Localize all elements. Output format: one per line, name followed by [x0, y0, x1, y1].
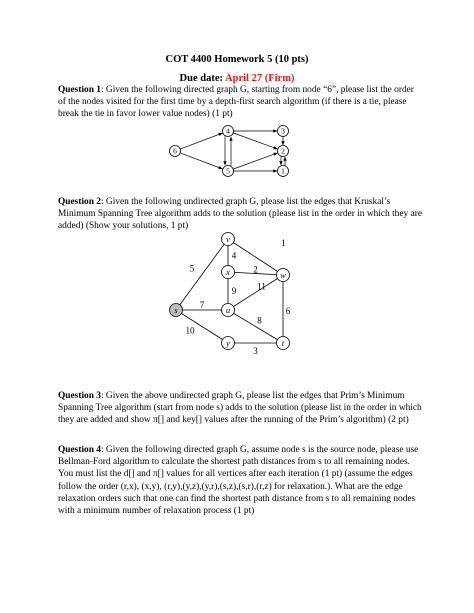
- node-label-w: w: [280, 269, 286, 280]
- question-4-text: : Given the following directed graph G, assume node s is the source node, please use Bellman-Ford algorithm to calculate the shortest path distances from s to all remaining nodes. You must list the d[] and π[] values for all vertices after each iteration (1 pt) (assume the edges follow the order (r,x), (x,y), (r,y),(y,z),(y,r),(s,z),(s,r),(r,z) for relaxation.). What are the edge relaxation orders such that one can find the shortest path distance from s to all remaining nodes with a minimum number of relaxation process (1 pt): [58, 445, 419, 517]
- edge-weight-y-t: 3: [253, 346, 258, 356]
- question-3-text: : Given the above undirected graph G, please list the edges that Prim’s Minimum Spanning Tree algorithm (start from node s) adds to the solution (please list in the order in which they are added and show π[] and key[] values after the running of the Prim’s algorithm) (2 pt): [58, 391, 422, 426]
- question-4-label: Question 4: [58, 445, 101, 455]
- question-3-label: Question 3: [58, 391, 101, 401]
- page-title: COT 4400 Homework 5 (10 pts): [165, 54, 309, 65]
- node-v: [222, 233, 235, 246]
- edge-weight-s-v: 5: [189, 263, 195, 274]
- edge-weight-x-u: 9: [231, 286, 237, 296]
- node-s: [170, 304, 183, 317]
- node-label-t: t: [281, 337, 285, 348]
- node-w: [277, 269, 290, 282]
- node-label-y: y: [226, 337, 230, 348]
- edge-weight-u-w: 11: [257, 281, 266, 292]
- node-y: [222, 337, 235, 350]
- edge-weight-w-t: 6: [285, 306, 291, 316]
- edge-weight-v-w: 1: [281, 238, 286, 248]
- due-date: April 27 (Firm): [225, 73, 295, 84]
- question-2-label: Question 2: [58, 197, 101, 207]
- edge-weight-x-w: 2: [253, 264, 258, 275]
- node-label-1: 1: [281, 166, 285, 176]
- node-label-x: x: [226, 266, 230, 277]
- edge-weight-s-u: 7: [199, 300, 205, 310]
- node-t: [277, 337, 290, 350]
- edge-u-w: [228, 275, 283, 310]
- node-label-4: 4: [226, 126, 230, 136]
- due-label: Due date:: [179, 73, 223, 84]
- node-label-v: v: [226, 233, 230, 244]
- question-1-label: Question 1: [58, 85, 101, 95]
- edge-u-t: [228, 310, 283, 343]
- node-label-s: s: [174, 304, 178, 315]
- edge-weight-v-x: 4: [231, 250, 237, 261]
- node-label-6: 6: [173, 146, 177, 156]
- question-2-text: : Given the following undirected graph G, please list the edges that Kruskal’s Minimum Spanning Tree algorithm adds to the solution (please list in the order in which they are added) (Show your solutions, 1 pt): [58, 197, 423, 232]
- node-label-5: 5: [226, 166, 230, 176]
- node-label-3: 3: [281, 126, 285, 136]
- edge-weight-u-t: 8: [257, 315, 262, 326]
- node-label-u: u: [225, 304, 231, 315]
- node-label-2: 2: [281, 146, 285, 156]
- question-1-text: : Given the following directed graph G, starting from node “6”, please list the order of the nodes visited for the first time by a depth-first search algorithm (if there is a tie, please break the tie in favor lower value nodes) (1 pt): [58, 85, 414, 120]
- node-x: [222, 266, 235, 279]
- edge-s-y: [176, 310, 228, 343]
- node-u: [222, 304, 235, 317]
- edge-weight-s-y: 10: [185, 325, 195, 336]
